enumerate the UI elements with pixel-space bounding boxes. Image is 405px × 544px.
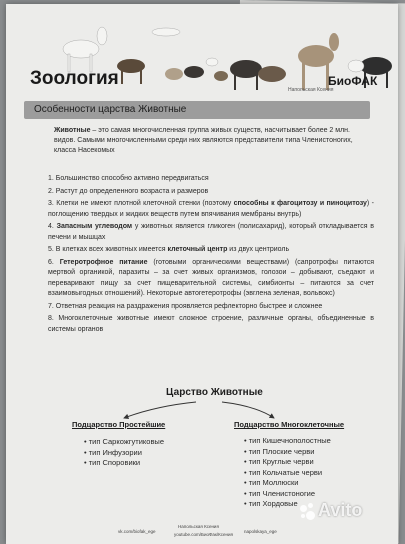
item-text: (готовыми органическими веществами) (сапротрофы питаются мертвой органикой, паразиты – за счет живых организмов, голозои – добывают, съедают и переваривают пищу за счет пищеварительной системы, симбионты – питаются за счет взаимовыгодных отношений). Некоторые автогетеротрофы (эвглена зеленая, вольвокс) xyxy=(48,258,374,297)
list-item xyxy=(48,302,374,313)
list-item xyxy=(48,174,374,185)
avito-logo-icon xyxy=(300,503,316,519)
item-text: 6. xyxy=(48,258,60,266)
list-item xyxy=(48,187,374,198)
section-header xyxy=(24,101,370,119)
left-subkingdom-list xyxy=(84,437,164,469)
list-item: • тип Круглые черви xyxy=(244,457,331,468)
document-page xyxy=(6,4,398,544)
item-text: 7. Ответная реакция на раздражения проявляется рефлекторно быстрее и сложнее xyxy=(48,302,323,310)
footer-instagram: napolskaya_ege xyxy=(244,529,277,534)
item-text: ) - поглощению твердых и жидких веществ путем впячивания мембраны внутрь) xyxy=(48,200,374,218)
item-text: 1. Большинство способно активно передвигаться xyxy=(48,175,209,182)
avito-watermark xyxy=(300,500,362,521)
intro-text: – это самая многочисленная группа живых существ, насчитывает более 2 млн. видов. Самыми многочисленными среди них являются представители типа Членистоногих, класса Насекомых xyxy=(54,127,353,154)
list-item: • тип Кольчатые черви xyxy=(244,468,331,479)
item-bold: клеточный центр xyxy=(167,246,228,253)
item-text: из двух центриоль xyxy=(227,246,290,253)
list-item: • тип Споровики xyxy=(84,458,164,469)
list-item xyxy=(48,245,374,256)
item-bold: Запасным углеводом xyxy=(56,223,133,230)
footer-author: Напольская Ксения xyxy=(178,524,219,529)
page-title: Зоология xyxy=(30,68,119,89)
list-item: • тип Кишечнополостные xyxy=(244,436,331,447)
list-item xyxy=(48,258,374,300)
right-subkingdom-list xyxy=(244,436,331,510)
watermark-text: Avito xyxy=(318,500,363,520)
tree-root-title: Царство Животные xyxy=(166,387,263,398)
list-item xyxy=(48,222,374,243)
item-text: 3. Клетки не имеют плотной клеточной стенки (поэтому xyxy=(48,200,234,207)
features-list xyxy=(48,174,374,337)
item-text: 4. xyxy=(48,223,57,230)
brand-logo: БиоФАК xyxy=(328,74,378,88)
list-item: • тип Членистоногие xyxy=(244,489,331,500)
list-item: • тип Моллюски xyxy=(244,478,331,489)
intro-paragraph xyxy=(54,126,372,156)
list-item: • тип Хордовые xyxy=(244,499,331,510)
list-item: • тип Плоские черви xyxy=(244,447,331,458)
list-item xyxy=(48,314,374,335)
list-item xyxy=(48,199,374,220)
arrow-right xyxy=(222,402,274,418)
item-text: 5. В клетках всех животных имеется xyxy=(48,246,168,253)
section-title: Особенности царства Животные xyxy=(34,104,187,115)
list-item: • тип Инфузории xyxy=(84,448,164,459)
arrow-left xyxy=(124,402,196,418)
item-text: 8. Многоклеточные животные имеют сложное строение, различные органы, объединенные в системы органов xyxy=(48,315,374,333)
footer-vk: vk.com/biofak_ege xyxy=(118,529,156,534)
item-bold: Гетеротрофное питание xyxy=(59,258,148,266)
author-name: Напольская Ксения xyxy=(288,87,334,93)
right-subkingdom-title: Подцарство Многоклеточные xyxy=(234,420,345,429)
footer-youtube: youtube.com/БиоФак/Ксения xyxy=(174,532,233,537)
item-bold: способны к фагоцитозу и пиноцитозу xyxy=(233,200,367,207)
item-text: у животных является гликоген (полисахарид), который откладывается в печени и мышцах xyxy=(48,223,375,241)
left-subkingdom-title: Подцарство Простейшие xyxy=(72,420,166,429)
list-item: • тип Саркожгутиковые xyxy=(84,437,164,448)
intro-term: Животные xyxy=(54,127,91,134)
item-text: 2. Растут до определенного возраста и размеров xyxy=(48,187,209,195)
